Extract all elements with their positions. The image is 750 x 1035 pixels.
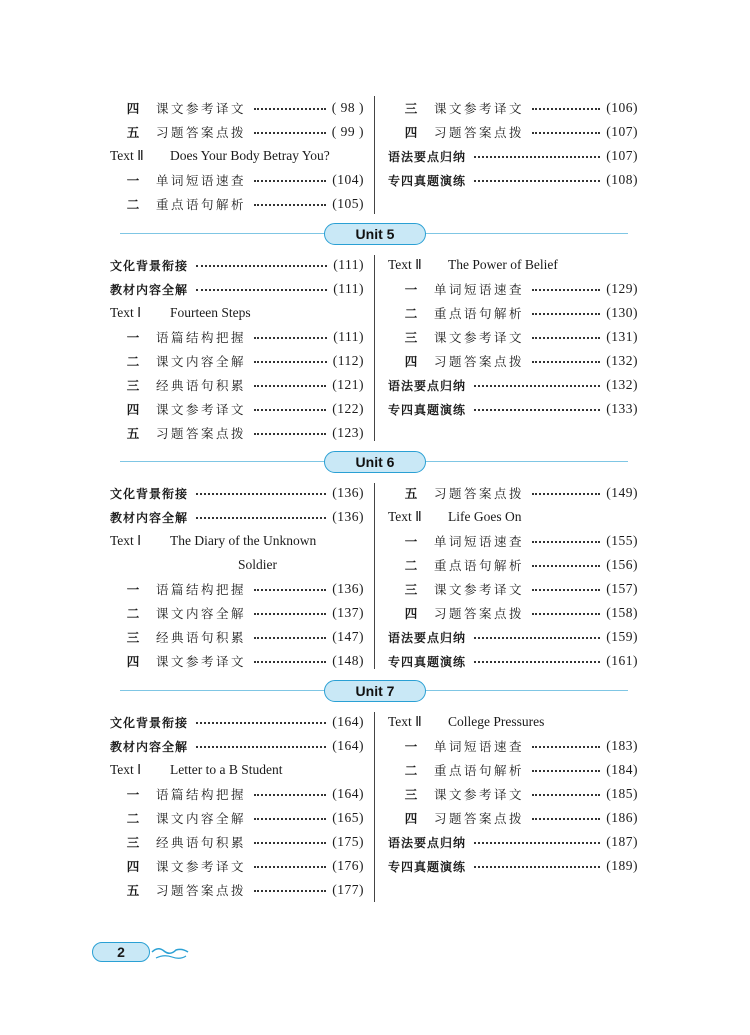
toc-entry[interactable] bbox=[110, 373, 364, 397]
entry-label: 习题答案点拨 bbox=[434, 354, 525, 369]
toc-entry[interactable] bbox=[110, 192, 364, 216]
toc-entry[interactable] bbox=[388, 253, 638, 277]
entry-page: (148) bbox=[332, 653, 364, 668]
entry-label: 经典语句积累 bbox=[156, 835, 247, 850]
entry-label: 重点语句解析 bbox=[434, 558, 525, 573]
dot-leader bbox=[532, 613, 600, 615]
entry-number: 一 bbox=[404, 534, 418, 549]
dot-leader bbox=[532, 794, 600, 796]
toc-entry[interactable] bbox=[110, 96, 364, 120]
entry-number: 三 bbox=[404, 582, 418, 597]
entry-label: 教材内容全解 bbox=[110, 510, 189, 525]
entry-number: 五 bbox=[126, 883, 140, 898]
entry-number: 三 bbox=[126, 630, 140, 645]
dot-leader bbox=[532, 565, 600, 567]
entry-page: (147) bbox=[332, 629, 364, 644]
entry-label: 教材内容全解 bbox=[110, 282, 189, 297]
entry-number: 二 bbox=[126, 197, 140, 212]
entry-label: 习题答案点拨 bbox=[434, 486, 525, 501]
dot-leader bbox=[532, 746, 600, 748]
entry-page: (156) bbox=[606, 557, 638, 572]
entry-page: (129) bbox=[606, 281, 638, 296]
entry-page: (186) bbox=[606, 810, 638, 825]
text-title: Does Your Body Betray You? bbox=[170, 148, 330, 163]
entry-page: (149) bbox=[606, 485, 638, 500]
toc-section bbox=[110, 96, 638, 216]
entry-page: (132) bbox=[606, 377, 638, 392]
entry-label: 专四真题演练 bbox=[388, 402, 467, 417]
column-divider bbox=[374, 712, 375, 902]
toc-entry[interactable] bbox=[388, 301, 638, 325]
entry-number: 三 bbox=[126, 378, 140, 393]
swirl-decoration-icon bbox=[150, 942, 190, 962]
entry-page: ( 99 ) bbox=[331, 124, 364, 139]
entry-page: (159) bbox=[606, 629, 638, 644]
text-number: Text Ⅰ bbox=[110, 305, 142, 320]
entry-number: 三 bbox=[404, 101, 418, 116]
entry-page: (189) bbox=[606, 858, 638, 873]
toc-entry[interactable] bbox=[110, 854, 364, 878]
column-divider bbox=[374, 255, 375, 441]
entry-number: 四 bbox=[404, 811, 418, 826]
entry-page: (136) bbox=[332, 581, 364, 596]
text-number: Text Ⅰ bbox=[110, 762, 142, 777]
dot-leader bbox=[196, 265, 327, 267]
unit-title: Unit 7 bbox=[324, 680, 426, 702]
entry-label: 语篇结构把握 bbox=[156, 787, 247, 802]
dot-leader bbox=[254, 637, 326, 639]
page-footer bbox=[92, 940, 192, 964]
dot-leader bbox=[532, 541, 600, 543]
page-number: 2 bbox=[92, 942, 150, 962]
dot-leader bbox=[254, 337, 327, 339]
entry-label: 单词短语速查 bbox=[434, 739, 525, 754]
entry-number: 一 bbox=[126, 330, 140, 345]
dot-leader bbox=[254, 409, 326, 411]
dot-leader bbox=[254, 890, 326, 892]
entry-label: 重点语句解析 bbox=[156, 197, 247, 212]
toc-entry[interactable] bbox=[110, 625, 364, 649]
entry-label: 习题答案点拨 bbox=[434, 606, 525, 621]
text-title: The Diary of the Unknown bbox=[170, 533, 317, 548]
entry-label: 语法要点归纳 bbox=[388, 630, 467, 645]
entry-label: 重点语句解析 bbox=[434, 306, 525, 321]
toc-entry[interactable] bbox=[110, 553, 364, 577]
entry-number: 四 bbox=[404, 354, 418, 369]
dot-leader bbox=[474, 661, 600, 663]
dot-leader bbox=[196, 746, 326, 748]
entry-number: 二 bbox=[404, 763, 418, 778]
entry-label: 专四真题演练 bbox=[388, 859, 467, 874]
dot-leader bbox=[254, 204, 326, 206]
toc-entry[interactable] bbox=[110, 649, 364, 673]
entry-page: (130) bbox=[606, 305, 638, 320]
entry-number: 二 bbox=[404, 306, 418, 321]
dot-leader bbox=[532, 589, 600, 591]
entry-page: (112) bbox=[332, 353, 364, 368]
entry-label: 习题答案点拨 bbox=[156, 125, 247, 140]
entry-label: 语篇结构把握 bbox=[156, 582, 247, 597]
toc-entry[interactable] bbox=[388, 649, 638, 673]
entry-page: (131) bbox=[606, 329, 638, 344]
entry-label: 文化背景衔接 bbox=[110, 258, 189, 273]
entry-page: (164) bbox=[332, 786, 364, 801]
entry-page: (164) bbox=[332, 738, 364, 753]
entry-label: 习题答案点拨 bbox=[156, 426, 247, 441]
dot-leader bbox=[254, 842, 326, 844]
text-title: Life Goes On bbox=[448, 509, 522, 524]
toc-entry[interactable] bbox=[110, 421, 364, 445]
entry-number: 五 bbox=[126, 426, 140, 441]
entry-page: (136) bbox=[332, 485, 364, 500]
text-entry bbox=[388, 509, 521, 525]
dot-leader bbox=[254, 433, 326, 435]
entry-label: 习题答案点拨 bbox=[434, 125, 525, 140]
toc-section bbox=[110, 710, 638, 902]
text-entry bbox=[110, 148, 330, 164]
entry-page: (187) bbox=[606, 834, 638, 849]
toc-section bbox=[110, 253, 638, 445]
text-number: Text Ⅱ bbox=[110, 148, 144, 163]
entry-label: 重点语句解析 bbox=[434, 763, 525, 778]
entry-page: (184) bbox=[606, 762, 638, 777]
dot-leader bbox=[474, 385, 600, 387]
entry-page: (121) bbox=[332, 377, 364, 392]
entry-label: 语法要点归纳 bbox=[388, 835, 467, 850]
entry-page: (158) bbox=[606, 605, 638, 620]
dot-leader bbox=[254, 361, 327, 363]
entry-label: 课文内容全解 bbox=[156, 354, 247, 369]
entry-page: (107) bbox=[606, 124, 638, 139]
text-title: Fourteen Steps bbox=[170, 305, 251, 320]
entry-page: ( 98 ) bbox=[331, 100, 364, 115]
entry-number: 五 bbox=[404, 486, 418, 501]
column-divider bbox=[374, 483, 375, 669]
toc-entry[interactable] bbox=[388, 277, 638, 301]
entry-number: 一 bbox=[404, 282, 418, 297]
text-entry bbox=[388, 257, 558, 273]
dot-leader bbox=[532, 289, 600, 291]
dot-leader bbox=[254, 818, 326, 820]
toc-entry[interactable] bbox=[388, 806, 638, 830]
toc-entry[interactable] bbox=[110, 349, 364, 373]
toc-entry[interactable] bbox=[388, 481, 638, 505]
entry-page: (133) bbox=[606, 401, 638, 416]
toc-entry[interactable] bbox=[388, 325, 638, 349]
entry-page: (104) bbox=[332, 172, 364, 187]
entry-page: (136) bbox=[332, 509, 364, 524]
toc-entry[interactable] bbox=[110, 710, 364, 734]
entry-label: 课文内容全解 bbox=[156, 606, 247, 621]
entry-label: 课文参考译文 bbox=[434, 582, 525, 597]
entry-label: 语篇结构把握 bbox=[156, 330, 247, 345]
toc-entry[interactable] bbox=[110, 601, 364, 625]
entry-page: (175) bbox=[332, 834, 364, 849]
entry-label: 课文参考译文 bbox=[156, 859, 247, 874]
unit-header bbox=[120, 680, 628, 702]
text-number: Text Ⅱ bbox=[388, 257, 422, 272]
entry-page: (132) bbox=[606, 353, 638, 368]
toc-entry[interactable] bbox=[388, 830, 638, 854]
entry-number: 四 bbox=[404, 606, 418, 621]
dot-leader bbox=[196, 722, 326, 724]
entry-page: (157) bbox=[606, 581, 638, 596]
entry-page: (123) bbox=[332, 425, 364, 440]
entry-number: 四 bbox=[126, 101, 140, 116]
toc-entry[interactable] bbox=[388, 168, 638, 192]
entry-label: 习题答案点拨 bbox=[434, 811, 525, 826]
toc-entry[interactable] bbox=[110, 758, 364, 782]
entry-number: 三 bbox=[404, 330, 418, 345]
text-number: Text Ⅱ bbox=[388, 509, 422, 524]
toc-entry[interactable] bbox=[388, 601, 638, 625]
entry-number: 一 bbox=[126, 582, 140, 597]
entry-label: 课文参考译文 bbox=[156, 402, 247, 417]
toc-entry[interactable] bbox=[110, 168, 364, 192]
toc-entry[interactable] bbox=[388, 373, 638, 397]
toc-entry[interactable] bbox=[388, 625, 638, 649]
dot-leader bbox=[474, 409, 600, 411]
text-entry bbox=[388, 714, 544, 730]
toc-entry[interactable] bbox=[110, 830, 364, 854]
toc-entry[interactable] bbox=[110, 878, 364, 902]
entry-label: 单词短语速查 bbox=[434, 534, 525, 549]
entry-page: (155) bbox=[606, 533, 638, 548]
toc-entry[interactable] bbox=[388, 505, 638, 529]
dot-leader bbox=[532, 818, 600, 820]
toc-entry[interactable] bbox=[388, 120, 638, 144]
dot-leader bbox=[254, 794, 326, 796]
text-entry bbox=[110, 305, 251, 321]
column-divider bbox=[374, 96, 375, 214]
dot-leader bbox=[474, 842, 600, 844]
entry-page: (105) bbox=[332, 196, 364, 211]
dot-leader bbox=[532, 313, 600, 315]
entry-page: (177) bbox=[332, 882, 364, 897]
dot-leader bbox=[196, 517, 326, 519]
entry-number: 二 bbox=[126, 354, 140, 369]
entry-number: 二 bbox=[126, 606, 140, 621]
toc-entry[interactable] bbox=[388, 553, 638, 577]
dot-leader bbox=[532, 337, 600, 339]
dot-leader bbox=[474, 637, 600, 639]
entry-number: 四 bbox=[126, 654, 140, 669]
entry-page: (176) bbox=[332, 858, 364, 873]
entry-label: 经典语句积累 bbox=[156, 630, 247, 645]
dot-leader bbox=[254, 108, 326, 110]
dot-leader bbox=[254, 589, 326, 591]
text-title: The Power of Belief bbox=[448, 257, 558, 272]
dot-leader bbox=[254, 613, 326, 615]
unit-header bbox=[120, 451, 628, 473]
unit-title: Unit 6 bbox=[324, 451, 426, 473]
toc-entry[interactable] bbox=[110, 529, 364, 553]
entry-number: 四 bbox=[126, 859, 140, 874]
dot-leader bbox=[196, 493, 326, 495]
entry-number: 五 bbox=[126, 125, 140, 140]
dot-leader bbox=[254, 866, 326, 868]
toc-entry[interactable] bbox=[110, 481, 364, 505]
unit-title: Unit 5 bbox=[324, 223, 426, 245]
toc-entry[interactable] bbox=[110, 577, 364, 601]
entry-page: (183) bbox=[606, 738, 638, 753]
toc-entry[interactable] bbox=[388, 529, 638, 553]
toc-entry[interactable] bbox=[388, 397, 638, 421]
toc-entry[interactable] bbox=[388, 96, 638, 120]
entry-page: (161) bbox=[606, 653, 638, 668]
entry-label: 课文参考译文 bbox=[434, 787, 525, 802]
entry-number: 一 bbox=[126, 173, 140, 188]
toc-entry[interactable] bbox=[110, 325, 364, 349]
toc-entry[interactable] bbox=[110, 806, 364, 830]
entry-page: (137) bbox=[332, 605, 364, 620]
entry-label: 单词短语速查 bbox=[156, 173, 247, 188]
entry-number: 二 bbox=[404, 558, 418, 573]
dot-leader bbox=[474, 180, 600, 182]
toc-entry[interactable] bbox=[388, 854, 638, 878]
entry-label: 教材内容全解 bbox=[110, 739, 189, 754]
text-number: Text Ⅱ bbox=[388, 714, 422, 729]
toc-entry[interactable] bbox=[110, 120, 364, 144]
entry-label: 单词短语速查 bbox=[434, 282, 525, 297]
entry-page: (111) bbox=[333, 329, 364, 344]
entry-page: (107) bbox=[606, 148, 638, 163]
dot-leader bbox=[474, 866, 600, 868]
entry-label: 专四真题演练 bbox=[388, 654, 467, 669]
entry-page: (106) bbox=[606, 100, 638, 115]
toc-section bbox=[110, 481, 638, 673]
dot-leader bbox=[532, 132, 600, 134]
toc-entry[interactable] bbox=[110, 301, 364, 325]
dot-leader bbox=[532, 361, 600, 363]
entry-number: 二 bbox=[126, 811, 140, 826]
entry-label: 经典语句积累 bbox=[156, 378, 247, 393]
dot-leader bbox=[254, 661, 326, 663]
dot-leader bbox=[254, 180, 326, 182]
entry-page: (185) bbox=[606, 786, 638, 801]
entry-number: 一 bbox=[404, 739, 418, 754]
toc-entry[interactable] bbox=[110, 734, 364, 758]
toc-entry[interactable] bbox=[388, 710, 638, 734]
toc-entry[interactable] bbox=[110, 277, 364, 301]
entry-label: 课文参考译文 bbox=[156, 654, 247, 669]
entry-number: 一 bbox=[126, 787, 140, 802]
dot-leader bbox=[532, 770, 600, 772]
entry-label: 专四真题演练 bbox=[388, 173, 467, 188]
text-title: Letter to a B Student bbox=[170, 762, 283, 777]
entry-page: (165) bbox=[332, 810, 364, 825]
text-number: Text Ⅰ bbox=[110, 533, 142, 548]
text-entry bbox=[110, 533, 316, 549]
dot-leader bbox=[532, 108, 600, 110]
entry-label: 课文参考译文 bbox=[434, 330, 525, 345]
entry-label: 语法要点归纳 bbox=[388, 378, 467, 393]
entry-page: (111) bbox=[333, 281, 364, 296]
entry-number: 四 bbox=[404, 125, 418, 140]
toc-entry[interactable] bbox=[110, 397, 364, 421]
entry-page: (122) bbox=[332, 401, 364, 416]
entry-page: (108) bbox=[606, 172, 638, 187]
toc-entry[interactable] bbox=[388, 758, 638, 782]
toc-entry[interactable] bbox=[388, 734, 638, 758]
entry-label: 课文内容全解 bbox=[156, 811, 247, 826]
entry-number: 四 bbox=[126, 402, 140, 417]
toc-entry[interactable] bbox=[388, 349, 638, 373]
toc-entry[interactable] bbox=[388, 577, 638, 601]
toc-entry[interactable] bbox=[388, 144, 638, 168]
dot-leader bbox=[474, 156, 600, 158]
text-title: College Pressures bbox=[448, 714, 545, 729]
entry-number: 三 bbox=[126, 835, 140, 850]
dot-leader bbox=[254, 385, 326, 387]
toc-entry[interactable] bbox=[110, 505, 364, 529]
dot-leader bbox=[532, 493, 600, 495]
toc-entry[interactable] bbox=[110, 144, 364, 168]
unit-header bbox=[120, 223, 628, 245]
toc-entry[interactable] bbox=[110, 782, 364, 806]
entry-page: (164) bbox=[332, 714, 364, 729]
dot-leader bbox=[196, 289, 327, 291]
entry-label: 文化背景衔接 bbox=[110, 486, 189, 501]
entry-label: 课文参考译文 bbox=[156, 101, 247, 116]
toc-entry[interactable] bbox=[110, 253, 364, 277]
text-title-continued: Soldier bbox=[238, 557, 277, 572]
toc-entry[interactable] bbox=[388, 782, 638, 806]
entry-label: 文化背景衔接 bbox=[110, 715, 189, 730]
text-entry bbox=[110, 762, 282, 778]
entry-number: 三 bbox=[404, 787, 418, 802]
dot-leader bbox=[254, 132, 326, 134]
entry-label: 语法要点归纳 bbox=[388, 149, 467, 164]
entry-label: 习题答案点拨 bbox=[156, 883, 247, 898]
entry-label: 课文参考译文 bbox=[434, 101, 525, 116]
entry-page: (111) bbox=[333, 257, 364, 272]
